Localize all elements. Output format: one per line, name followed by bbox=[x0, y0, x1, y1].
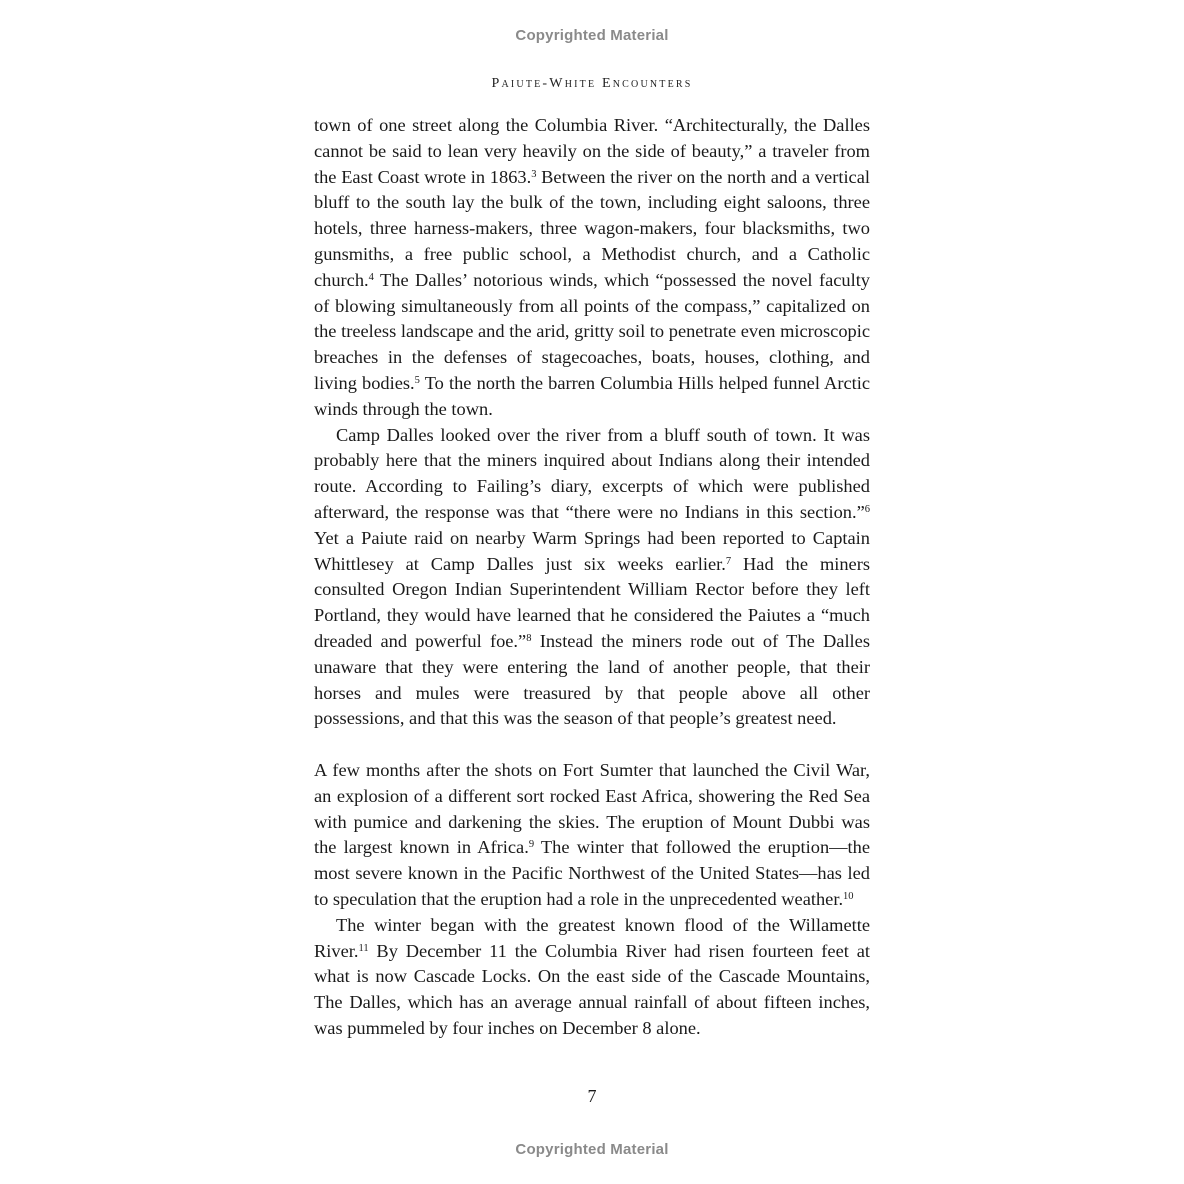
paragraph-text: Had the miners consulted Oregon Indian Superintendent William Rector before they left Portland, they would have learned that he considered the Paiutes a “much dreaded and powerful foe.” bbox=[314, 553, 870, 651]
paragraph bbox=[314, 423, 870, 733]
paragraph-text: Camp Dalles looked over the river from a bluff south of town. It was probably here that the miners inquired about Indians along their intended route. According to Failing’s diary, excerpts of which were published afterward, the response was that “there were no Indians in this section.” bbox=[314, 424, 870, 522]
body-text bbox=[314, 113, 870, 1042]
footnote-marker: 3 bbox=[531, 168, 537, 180]
watermark-top: Copyrighted Material bbox=[515, 27, 669, 44]
paragraph-text: The winter began with the greatest known flood of the Willamette River. bbox=[314, 914, 870, 961]
paragraph-text: Instead the miners rode out of The Dalles unaware that they were entering the land of another people, that their horses and mules were treasured by that people above all other possessions, and that this was the season of that people’s greatest need. bbox=[314, 630, 870, 729]
footnote-marker: 5 bbox=[414, 374, 420, 386]
paragraph-text: Between the river on the north and a vertical bluff to the south lay the bulk of the town, including eight saloons, three hotels, three harness-makers, three wagon-makers, four blacksmiths, two gunsmiths, a free public school, a Methodist church, and a Catholic church. bbox=[314, 166, 870, 290]
paragraph-text: The winter that followed the eruption—the most severe known in the Pacific Northwest of the United States—has led to speculation that the eruption had a role in the unprecedented weather. bbox=[314, 837, 871, 909]
paragraph-text: A few months after the shots on Fort Sumter that launched the Civil War, an explosion of a different sort rocked East Africa, showering the Red Sea with pumice and darkening the skies. The eruption of Mount Dubbi was the largest known in Africa. bbox=[314, 759, 870, 858]
paragraph-text: By December 11 the Columbia River had risen fourteen feet at what is now Cascade Locks. On the east side of the Cascade Mountains, The Dalles, which has an average annual rainfall of about fifteen inches, was pummeled by four inches on December 8 alone. bbox=[314, 940, 870, 1038]
paragraph bbox=[314, 758, 870, 913]
section-break bbox=[314, 732, 870, 758]
footnote-marker: 9 bbox=[528, 839, 535, 851]
footnote-marker: 11 bbox=[358, 942, 369, 954]
footnote-marker: 8 bbox=[526, 632, 532, 644]
paragraph-text: To the north the barren Columbia Hills helped funnel Arctic winds through the town. bbox=[314, 372, 870, 419]
watermark-bottom: Copyrighted Material bbox=[515, 1141, 669, 1158]
paragraph bbox=[314, 113, 870, 423]
paragraph-text: Yet a Paiute raid on nearby Warm Springs had been reported to Captain Whittlesey at Camp Dalles just six weeks earlier. bbox=[314, 527, 870, 574]
running-head: Paiute-White Encounters bbox=[491, 76, 693, 91]
paragraph bbox=[314, 913, 870, 1042]
footnote-marker: 10 bbox=[843, 890, 854, 902]
paragraph-text: The Dalles’ notorious winds, which “possessed the novel faculty of blowing simultaneously from all points of the compass,” capitalized on the treeless landscape and the arid, gritty soil to penetrate even microscopic breaches in the defenses of stagecoaches, boats, houses, clothing, and living bodies. bbox=[314, 269, 870, 393]
footnote-marker: 6 bbox=[864, 503, 870, 515]
footnote-marker: 7 bbox=[725, 555, 732, 567]
footnote-marker: 4 bbox=[368, 271, 374, 283]
paragraph-text: town of one street along the Columbia River. “Architecturally, the Dalles cannot be said to lean very heavily on the side of beauty,” a traveler from the East Coast wrote in 1863. bbox=[314, 115, 870, 187]
page-number: 7 bbox=[587, 1086, 597, 1106]
